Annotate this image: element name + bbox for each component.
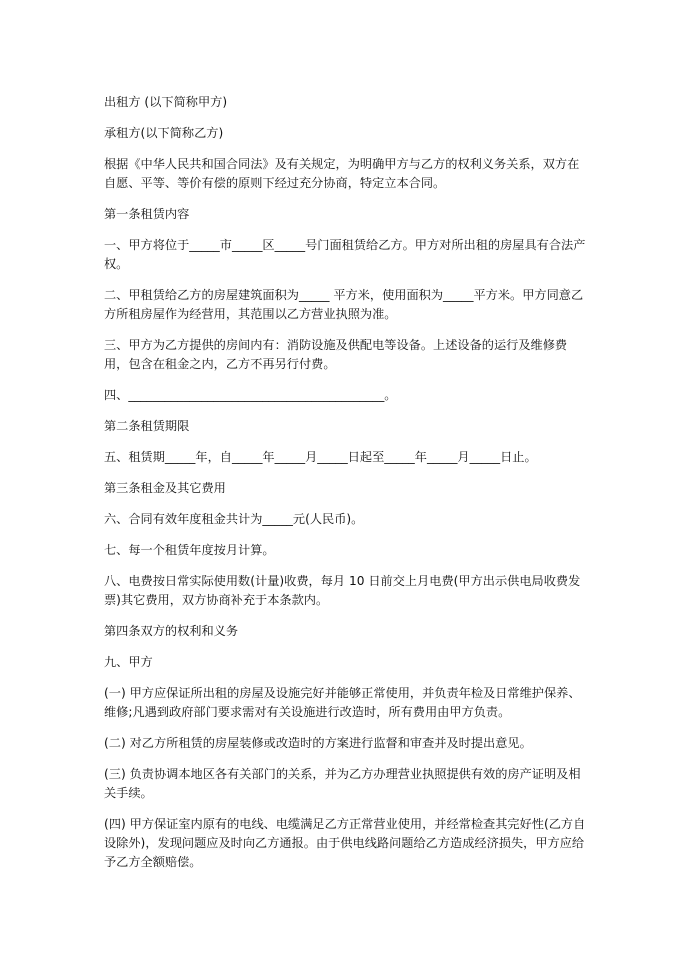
preamble-paragraph: 根据《中华人民共和国合同法》及有关规定，为明确甲方与乙方的权利义务关系，双方在自愿、平等、等价有偿的原则下经过充分协商，特定立本合同。 [104,157,580,190]
article-3-heading: 第三条租金及其它费用 [104,481,226,495]
clause-8: 八、电费按日常实际使用数(计量)收费，每月 10 日前交上月电费(甲方出示供电局收费发票)其它费用，双方协商补充于本条款内。 [104,574,581,607]
clause-1: 一、甲方将位于_____市_____区_____号门面租赁给乙方。甲方对所出租的房屋具有合法产权。 [104,238,586,271]
article-2-heading: 第二条租赁期限 [104,419,190,433]
lessor-line: 出租方 (以下简称甲方) [104,95,228,109]
article-4-heading: 第四条双方的权利和义务 [104,624,239,638]
clause-9-heading: 九、甲方 [104,655,153,669]
article-1-heading: 第一条租赁内容 [104,207,190,221]
lessee-line: 承租方(以下简称乙方) [104,126,224,140]
clause-6: 六、合同有效年度租金共计为_____元(人民币)。 [104,512,364,526]
subclause-9-4: (四) 甲方保证室内原有的电线、电缆满足乙方正常营业使用，并经常检查其完好性(乙方自设除外)，发现问题应及时向乙方通报。由于供电线路问题给乙方造成经济损失，甲方应给予乙方全额赔偿。 [104,817,586,869]
clause-3: 三、甲方为乙方提供的房间内有：消防设施及供配电等设备。上述设备的运行及维修费用，包含在租金之内，乙方不再另行付费。 [104,338,568,371]
subclause-9-1: (一) 甲方应保证所出租的房屋及设施完好并能够正常使用，并负责年检及日常维护保养、维修;凡遇到政府部门要求需对有关设施进行改造时，所有费用由甲方负责。 [104,686,581,719]
clause-5: 五、租赁期_____年，自_____年_____月_____日起至_____年_____月_____日止。 [104,450,537,464]
clause-4: 四、__________________________________________。 [104,388,397,402]
clause-7: 七、每一个租赁年度按月计算。 [104,543,275,557]
subclause-9-3: (三) 负责协调本地区各有关部门的关系，并为乙方办理营业执照提供有效的房产证明及相关手续。 [104,767,581,800]
clause-2: 二、甲租赁给乙方的房屋建筑面积为_____ 平方米，使用面积为_____平方米。甲方同意乙方所租房屋作为经营用，其范围以乙方营业执照为准。 [104,288,584,321]
subclause-9-2: (二) 对乙方所租赁的房屋装修或改造时的方案进行监督和审查并及时提出意见。 [104,736,532,750]
document-body [104,93,590,872]
